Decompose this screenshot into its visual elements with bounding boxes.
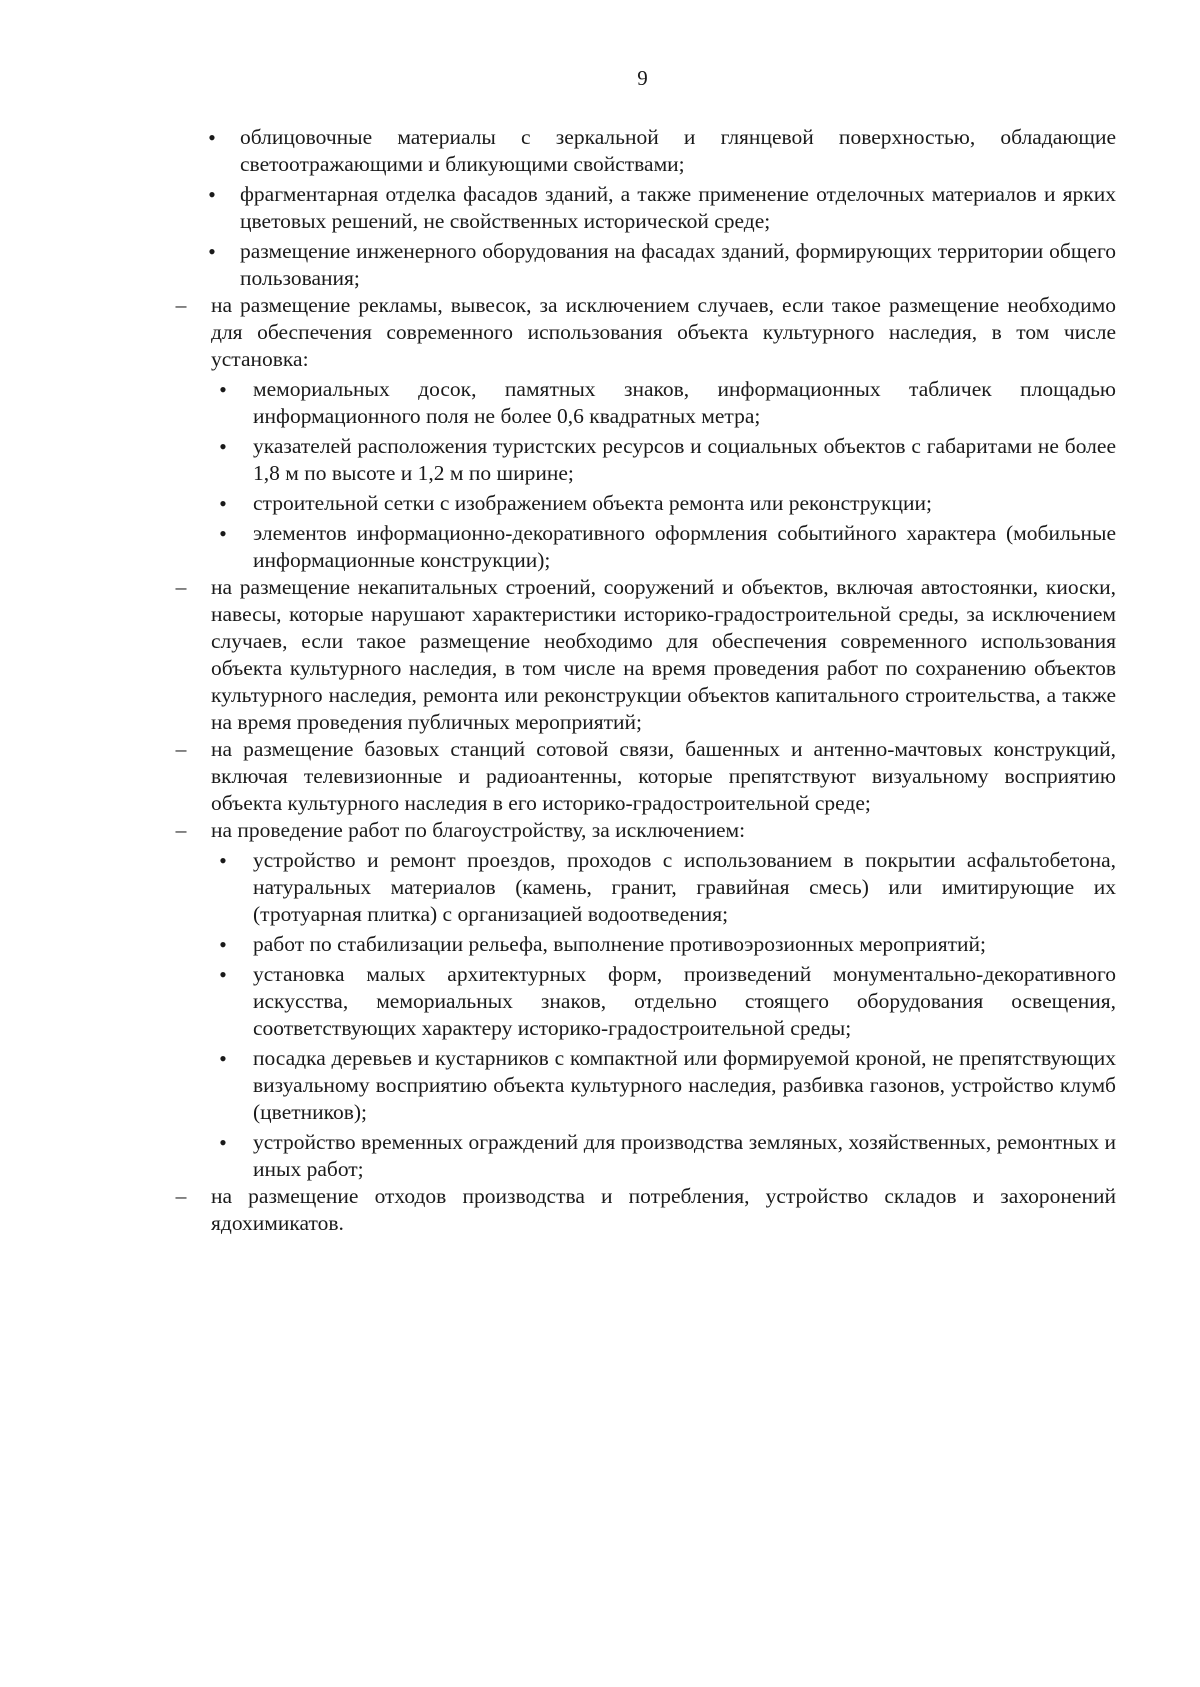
- page-number: 9: [637, 66, 648, 90]
- bullet-marker: •: [219, 932, 227, 957]
- list-item: [219, 490, 1116, 517]
- bullet-marker: •: [219, 377, 227, 402]
- list-item-text: мемориальных досок, памятных знаков, информационных табличек площадью информационного поля не более 0,6 квадратных метра;: [253, 377, 1116, 428]
- bullet-marker: •: [219, 434, 227, 459]
- dash-marker: –: [175, 1184, 187, 1208]
- dash-marker: –: [175, 575, 187, 599]
- list-item: [219, 931, 1116, 958]
- list-item-text: облицовочные материалы с зеркальной и глянцевой поверхностью, обладающие светоотражающими и бликующими свойствами;: [240, 125, 1116, 176]
- list-item: [175, 736, 1116, 817]
- list-item: [219, 1129, 1116, 1183]
- list-item-text: на размещение базовых станций сотовой связи, башенных и антенно-мачтовых конструкций, включая телевизионные и радиоантенны, которые препятствуют визуальному восприятию объекта культурного наследия в его историко-градостроительной среде;: [211, 737, 1116, 815]
- list-item-text: установка малых архитектурных форм, произведений монументально-декоративного искусства, мемориальных знаков, отдельно стоящего оборудования освещения, соответствующих характеру историко-градостроительной среды;: [253, 962, 1116, 1040]
- list-item-text: работ по стабилизации рельефа, выполнение противоэрозионных мероприятий;: [253, 932, 986, 956]
- list-item: [208, 181, 1116, 235]
- list-item-text: размещение инженерного оборудования на фасадах зданий, формирующих территории общего пользования;: [240, 239, 1116, 290]
- list-item-text: устройство и ремонт проездов, проходов с использованием в покрытии асфальтобетона, натуральных материалов (камень, гранит, гравийная смесь) или имитирующие их (тротуарная плитка) с организацией водоотведения;: [253, 848, 1116, 926]
- list-item-text: устройство временных ограждений для производства земляных, хозяйственных, ремонтных и иных работ;: [253, 1130, 1116, 1181]
- list-item-text: элементов информационно-декоративного оформления событийного характера (мобильные информационные конструкции);: [253, 521, 1116, 572]
- dash-marker: –: [175, 293, 187, 317]
- list-item-text: на проведение работ по благоустройству, за исключением:: [211, 818, 746, 842]
- list-item-text: посадка деревьев и кустарников с компактной или формируемой кроной, не препятствующих визуальному восприятию объекта культурного наследия, разбивка газонов, устройство клумб (цветников);: [253, 1046, 1116, 1124]
- list-item-text: указателей расположения туристских ресурсов и социальных объектов с габаритами не более 1,8 м по высоте и 1,2 м по ширине;: [253, 434, 1116, 485]
- document-body: [0, 124, 1200, 1237]
- bullet-marker: •: [219, 1046, 227, 1071]
- list-item: [219, 847, 1116, 928]
- dash-marker: –: [175, 737, 187, 761]
- list-item: [219, 520, 1116, 574]
- bullet-marker: •: [219, 491, 227, 516]
- list-item-text: строительной сетки с изображением объекта ремонта или реконструкции;: [253, 491, 932, 515]
- list-item: [175, 1183, 1116, 1237]
- dash-marker: –: [175, 818, 187, 842]
- list-item: [208, 124, 1116, 178]
- list-item: [208, 238, 1116, 292]
- bullet-marker: •: [208, 125, 216, 150]
- list-item: [175, 817, 1116, 844]
- list-item-text: на размещение отходов производства и потребления, устройство складов и захоронений ядохимикатов.: [211, 1184, 1116, 1235]
- bullet-marker: •: [208, 182, 216, 207]
- list-item: [219, 376, 1116, 430]
- bullet-marker: •: [219, 848, 227, 873]
- bullet-marker: •: [208, 239, 216, 264]
- list-item: [175, 292, 1116, 373]
- bullet-marker: •: [219, 1130, 227, 1155]
- bullet-marker: •: [219, 962, 227, 987]
- bullet-marker: •: [219, 521, 227, 546]
- list-item: [219, 961, 1116, 1042]
- list-item-text: на размещение рекламы, вывесок, за исключением случаев, если такое размещение необходимо для обеспечения современного использования объекта культурного наследия, в том числе установка:: [211, 293, 1116, 371]
- list-item: [219, 1045, 1116, 1126]
- list-item-text: на размещение некапитальных строений, сооружений и объектов, включая автостоянки, киоски, навесы, которые нарушают характеристики историко-градостроительной среды, за исключением случаев, если такое размещение необходимо для обеспечения современного использования объекта культурного наследия, в том числе на время проведения работ по сохранению объектов культурного наследия, ремонта или реконструкции объектов капитального строительства, а также на время проведения публичных мероприятий;: [211, 575, 1116, 734]
- list-item: [175, 574, 1116, 736]
- list-item: [219, 433, 1116, 487]
- list-item-text: фрагментарная отделка фасадов зданий, а также применение отделочных материалов и ярких цветовых решений, не свойственных исторической среде;: [240, 182, 1116, 233]
